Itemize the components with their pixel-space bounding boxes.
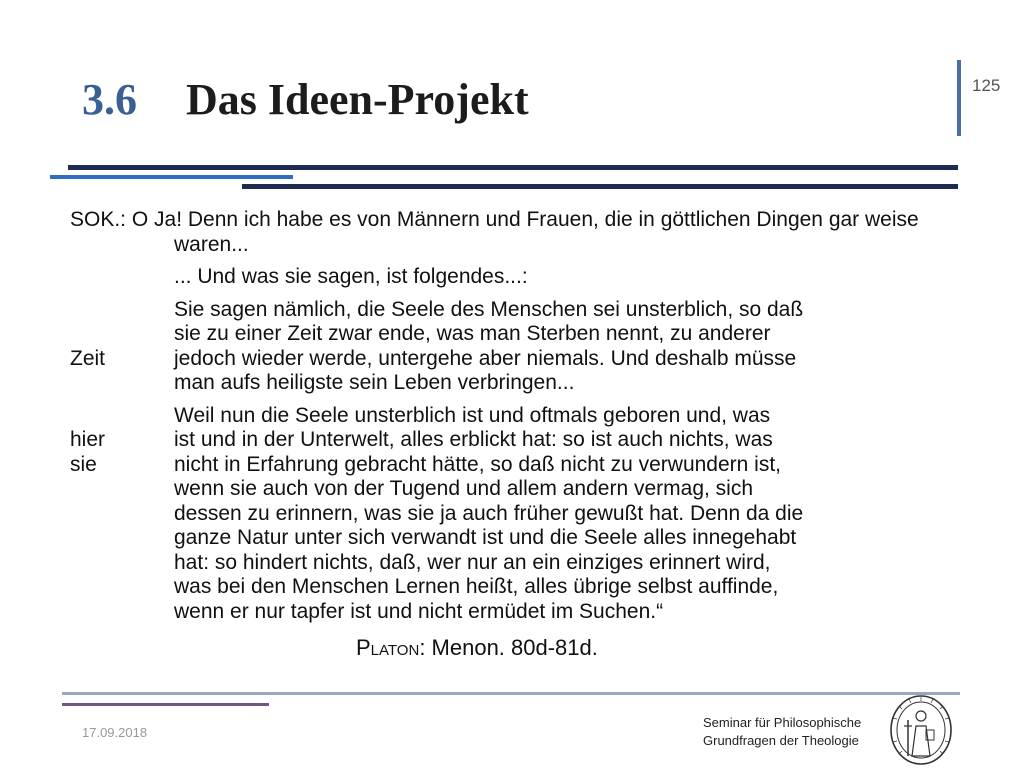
margin-word: Zeit: [70, 346, 106, 370]
seal-icon: [888, 694, 954, 766]
institution-line-2: Grundfragen der Theologie: [703, 733, 859, 748]
paragraph-1-text: O Ja! Denn ich habe es von Männern und Frauen, die in göttlichen Dingen gar weise waren...: [131, 208, 919, 256]
quote-paragraph-2: [70, 265, 960, 290]
header-rule-accent: [50, 175, 293, 179]
footer-rule-accent: [62, 703, 269, 706]
header-rule-top: [68, 165, 958, 170]
speaker-label: SOK.:: [70, 208, 127, 231]
source-work: : Menon. 80d-81d.: [419, 635, 598, 660]
paragraph-4-line: nicht in Erfahrung gebracht hätte, so daß nicht zu verwundern ist,: [174, 452, 782, 476]
paragraph-3-line: jedoch wieder werde, untergehe aber niemals. Und deshalb müsse: [174, 346, 797, 370]
quote-paragraph-1: [70, 208, 960, 257]
margin-word: hier: [70, 428, 106, 451]
footer-date: 17.09.2018: [82, 725, 148, 740]
footer-rule: [62, 692, 960, 695]
source-citation: [70, 636, 960, 661]
paragraph-4-line: Weil nun die Seele unsterblich ist und oftmals geboren und, was: [174, 403, 771, 427]
source-author: Platon: [356, 635, 420, 660]
paragraph-3-line: man aufs heiligste sein Leben verbringen...: [174, 371, 575, 394]
paragraph-3-line: Sie sagen nämlich, die Seele des Menschen sei unsterblich, so daß: [174, 297, 804, 321]
paragraph-4-line: dessen zu erinnern, was sie ja auch früher gewußt hat. Denn da die: [174, 501, 804, 525]
paragraph-4-line: was bei den Menschen Lernen heißt, alles übrige selbst auffinde,: [174, 575, 779, 598]
paragraph-4-line: wenn sie auch von der Tugend und allem andern vermag, sich: [174, 477, 754, 500]
slide-title: Das Ideen-Projekt: [186, 75, 529, 124]
paragraph-4-line: ist und in der Unterwelt, alles erblickt hat: so ist auch nichts, was: [174, 428, 773, 451]
page-number: 125: [972, 76, 1001, 95]
paragraph-4-line: hat: so hindert nichts, daß, wer nur an ein einziges erinnert wird,: [174, 550, 771, 574]
section-number: 3.6: [82, 75, 137, 124]
margin-word: sie: [70, 452, 97, 476]
paragraph-3-line: sie zu einer Zeit zwar ende, was man Sterben nennt, zu anderer: [174, 322, 771, 345]
paragraph-2-text: ... Und was sie sagen, ist folgendes...:: [174, 265, 528, 288]
quote-paragraph-4: [70, 404, 960, 625]
institution-line-1: Seminar für Philosophische: [703, 715, 862, 730]
header-rule-bottom: [242, 184, 958, 189]
title-divider: [957, 60, 961, 136]
paragraph-4-line: wenn er nur tapfer ist und nicht ermüdet im Suchen.“: [174, 599, 664, 623]
quote-text: [70, 208, 960, 661]
quote-paragraph-3: [70, 298, 960, 396]
footer-institution: [703, 714, 861, 750]
paragraph-4-line: ganze Natur unter sich verwandt ist und die Seele alles innegehabt: [174, 526, 797, 549]
